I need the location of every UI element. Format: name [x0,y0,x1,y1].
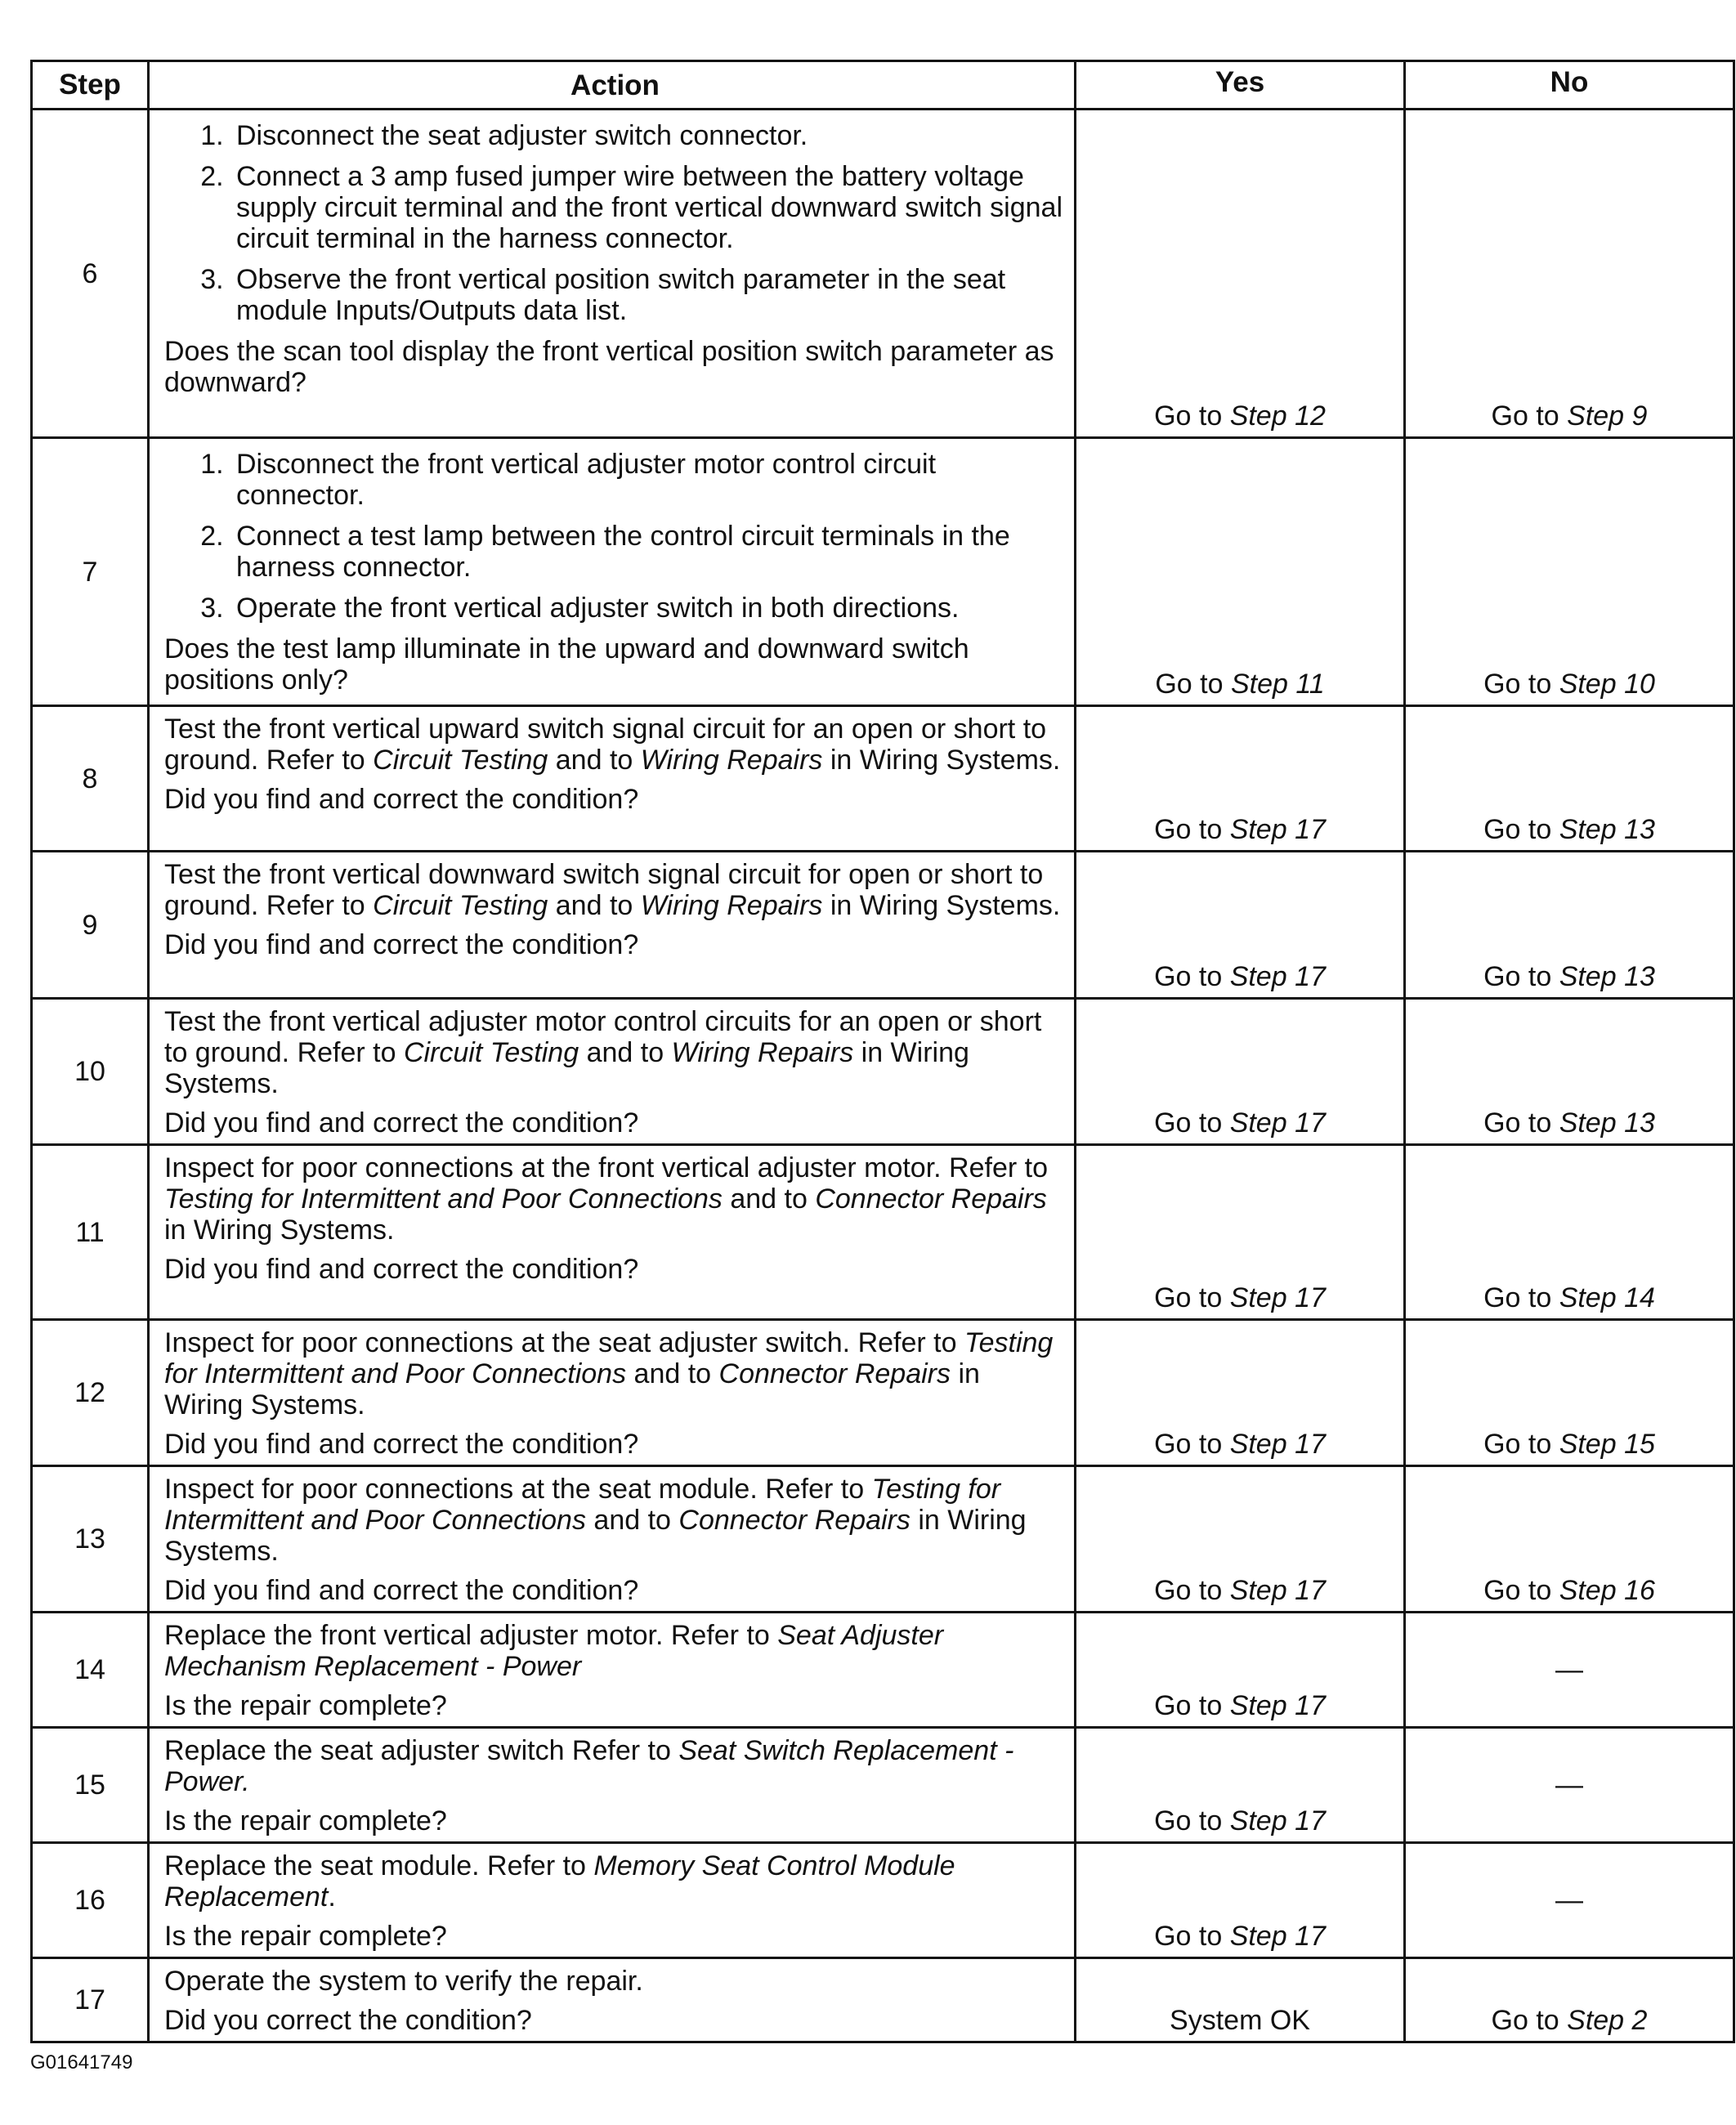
no-cell: — [1405,1613,1734,1728]
yes-step-ref: Step 17 [1229,1690,1326,1721]
yes-prefix: Go to [1154,1429,1230,1460]
yes-cell [1076,438,1405,706]
procedure-item: 3. Observe the front vertical position switch parameter in the seat module Inputs/Outputs data list. [231,264,1066,326]
step-number: 16 [32,1843,149,1958]
action-cell [149,1613,1076,1728]
action-cell [149,999,1076,1145]
no-prefix: Go to [1483,1282,1559,1313]
document-reference: Testing for Intermittent and Poor Connections [164,1327,1054,1389]
yes-cell [1076,1320,1405,1466]
instruction-part: Test the front vertical downward switch signal circuit for open or short to ground. Refer to [164,859,1044,921]
instruction-part: Test the front vertical adjuster motor control circuits for an open or short to ground. Refer to [164,1006,1042,1068]
no-step-ref: Step 9 [1567,400,1648,432]
instruction-part: in Wiring Systems. [164,1215,395,1246]
action-cell [149,1728,1076,1843]
yes-cell [1076,999,1405,1145]
action-cell [149,1320,1076,1466]
yes-cell [1076,1843,1405,1958]
instruction-text [164,1850,1066,1912]
instruction-text [164,859,1066,921]
no-prefix: Go to [1483,1575,1559,1606]
no-prefix: Go to [1483,669,1559,700]
yes-cell [1076,1145,1405,1320]
question-text: Is the repair complete? [164,1690,447,1721]
instruction-part: in Wiring Systems. [822,890,1061,921]
yes-prefix: Go to [1154,1107,1230,1139]
action-cell [149,1466,1076,1613]
instruction-text [164,1620,1066,1682]
no-cell [1405,1320,1734,1466]
no-step-ref: Step 14 [1559,1282,1655,1313]
yes-cell [1076,1466,1405,1613]
procedure-item: 3. Operate the front vertical adjuster switch in both directions. [231,593,1066,624]
diagnostic-table [30,60,1735,2043]
step-number: 15 [32,1728,149,1843]
table-row [32,1613,1734,1728]
yes-cell [1076,1613,1405,1728]
instruction-part: in Wiring Systems. [822,745,1061,776]
document-reference: Testing for Intermittent and Poor Connections [164,1183,723,1215]
document-reference: Connector Repairs [718,1358,951,1389]
yes-prefix: Go to [1154,1690,1230,1721]
instruction-part: . [328,1881,336,1912]
no-step-ref: Step 2 [1567,2005,1648,2036]
no-step-ref: Step 13 [1559,961,1655,992]
yes-cell [1076,706,1405,852]
no-step-ref: Step 13 [1559,1107,1655,1139]
instruction-part: Replace the front vertical adjuster motor. Refer to [164,1620,778,1651]
no-prefix: Go to [1491,2005,1568,2036]
document-reference: Memory Seat Control Module Replacement [164,1850,955,1912]
no-cell [1405,1466,1734,1613]
document-reference: Seat Switch Replacement - Power. [164,1735,1014,1797]
yes-prefix: Go to [1154,1921,1230,1952]
action-cell [149,1843,1076,1958]
header-step: Step [32,61,149,110]
instruction-part: and to [626,1358,719,1389]
instruction-part: Replace the seat module. Refer to [164,1850,594,1881]
table-row [32,1958,1734,2042]
question-text: Is the repair complete? [164,1805,447,1836]
yes-step-ref: Step 17 [1229,814,1326,845]
no-prefix: Go to [1483,1429,1559,1460]
instruction-text: Operate the system to verify the repair. [164,1966,643,1997]
procedure-item: 2. Connect a 3 amp fused jumper wire between the battery voltage supply circuit terminal and the front vertical downward switch signal circuit terminal in the harness connector. [231,161,1066,254]
step-number: 13 [32,1466,149,1613]
procedure-list [164,449,1066,624]
procedure-list [164,120,1066,326]
question-text: Did you find and correct the condition? [164,1429,639,1460]
table-row [32,110,1734,438]
yes-prefix: Go to [1155,669,1231,700]
no-step-ref: Step 15 [1559,1429,1655,1460]
question-text: Did you correct the condition? [164,2005,532,2036]
action-cell [149,438,1076,706]
instruction-part: and to [722,1183,816,1215]
instruction-text [164,1735,1066,1797]
step-number: 14 [32,1613,149,1728]
no-cell: — [1405,1843,1734,1958]
no-step-ref: Step 10 [1559,669,1655,700]
header-yes: Yes [1076,61,1405,110]
table-row [32,852,1734,999]
step-number: 17 [32,1958,149,2042]
instruction-part: in Wiring Systems. [164,1505,1027,1567]
question-text: Did you find and correct the condition? [164,929,639,960]
question-text: Does the scan tool display the front vertical position switch parameter as downward? [164,336,1054,398]
yes-step-ref: Step 17 [1229,1575,1326,1606]
procedure-item: 1. Disconnect the front vertical adjuster motor control circuit connector. [231,449,1066,511]
table-row [32,1843,1734,1958]
action-cell [149,1958,1076,2042]
step-number: 8 [32,706,149,852]
yes-cell [1076,852,1405,999]
yes-cell [1076,110,1405,438]
instruction-part: and to [579,1037,672,1068]
question-text: Did you find and correct the condition? [164,1107,639,1139]
yes-cell [1076,1728,1405,1843]
header-action: Action [149,61,1076,110]
document-reference: Seat Adjuster Mechanism Replacement - Power [164,1620,944,1682]
yes-prefix: Go to [1154,1282,1230,1313]
yes-step-ref: Step 17 [1229,1107,1326,1139]
yes-step-ref: Step 17 [1229,1429,1326,1460]
document-reference: Wiring Repairs [640,745,823,776]
no-cell [1405,110,1734,438]
yes-prefix: Go to [1154,1805,1230,1836]
question-text: Is the repair complete? [164,1921,447,1952]
table-row [32,438,1734,706]
instruction-part: and to [585,1505,679,1536]
instruction-part: in Wiring Systems. [164,1037,969,1099]
document-reference: Wiring Repairs [671,1037,854,1068]
no-prefix: Go to [1483,961,1559,992]
instruction-text [164,1327,1066,1420]
no-prefix: Go to [1491,400,1568,432]
yes-step-ref: Step 17 [1229,961,1326,992]
instruction-text [164,714,1066,776]
instruction-part: Inspect for poor connections at the seat adjuster switch. Refer to [164,1327,964,1358]
document-reference: Testing for Intermittent and Poor Connections [164,1474,1001,1536]
step-number: 6 [32,110,149,438]
table-row [32,1145,1734,1320]
yes-prefix: Go to [1154,814,1230,845]
no-prefix: Go to [1483,1107,1559,1139]
yes-prefix: Go to [1154,400,1230,432]
question-text: Did you find and correct the condition? [164,784,639,815]
yes-step-ref: Step 17 [1229,1805,1326,1836]
question-text: Did you find and correct the condition? [164,1254,639,1285]
step-number: 11 [32,1145,149,1320]
table-row [32,706,1734,852]
table-row [32,1466,1734,1613]
table-row [32,999,1734,1145]
figure-id: G01641749 [30,2051,133,2074]
no-cell [1405,1958,1734,2042]
no-cell [1405,706,1734,852]
yes-prefix: Go to [1154,961,1230,992]
no-step-ref: Step 13 [1559,814,1655,845]
step-number: 12 [32,1320,149,1466]
instruction-part: Test the front vertical upward switch signal circuit for an open or short to ground. Refer to [164,714,1047,776]
instruction-part: and to [548,745,641,776]
no-cell [1405,852,1734,999]
question-text: Did you find and correct the condition? [164,1575,639,1606]
instruction-part: Inspect for poor connections at the seat module. Refer to [164,1474,872,1505]
action-cell [149,852,1076,999]
action-cell [149,706,1076,852]
yes-step-ref: Step 17 [1229,1282,1326,1313]
instruction-text [164,1006,1066,1099]
yes-step-ref: Step 11 [1230,669,1325,700]
no-step-ref: Step 16 [1559,1575,1655,1606]
question-text: Does the test lamp illuminate in the upward and downward switch positions only? [164,633,969,696]
instruction-part: Inspect for poor connections at the front vertical adjuster motor. Refer to [164,1152,1048,1183]
instruction-part: and to [548,890,641,921]
document-reference: Wiring Repairs [640,890,823,921]
document-reference: Circuit Testing [373,745,548,776]
action-cell [149,110,1076,438]
document-reference: Connector Repairs [815,1183,1047,1215]
no-cell: — [1405,1728,1734,1843]
instruction-text [164,1152,1066,1246]
no-cell [1405,1145,1734,1320]
instruction-part: in Wiring Systems. [164,1358,980,1420]
instruction-text [164,1474,1066,1567]
no-cell [1405,438,1734,706]
yes-cell: System OK [1076,1958,1405,2042]
yes-step-ref: Step 17 [1229,1921,1326,1952]
yes-step-ref: Step 12 [1229,400,1326,432]
no-cell [1405,999,1734,1145]
step-number: 9 [32,852,149,999]
table-row [32,1728,1734,1843]
document-reference: Connector Repairs [678,1505,911,1536]
table-header-row [32,61,1734,110]
document-reference: Circuit Testing [373,890,548,921]
table-row [32,1320,1734,1466]
header-no: No [1405,61,1734,110]
procedure-item: 1. Disconnect the seat adjuster switch connector. [231,120,1066,151]
step-number: 7 [32,438,149,706]
instruction-part: Replace the seat adjuster switch Refer to [164,1735,679,1766]
no-prefix: Go to [1483,814,1559,845]
procedure-item: 2. Connect a test lamp between the control circuit terminals in the harness connector. [231,521,1066,583]
action-cell [149,1145,1076,1320]
document-reference: Circuit Testing [403,1037,579,1068]
yes-prefix: Go to [1154,1575,1230,1606]
step-number: 10 [32,999,149,1145]
